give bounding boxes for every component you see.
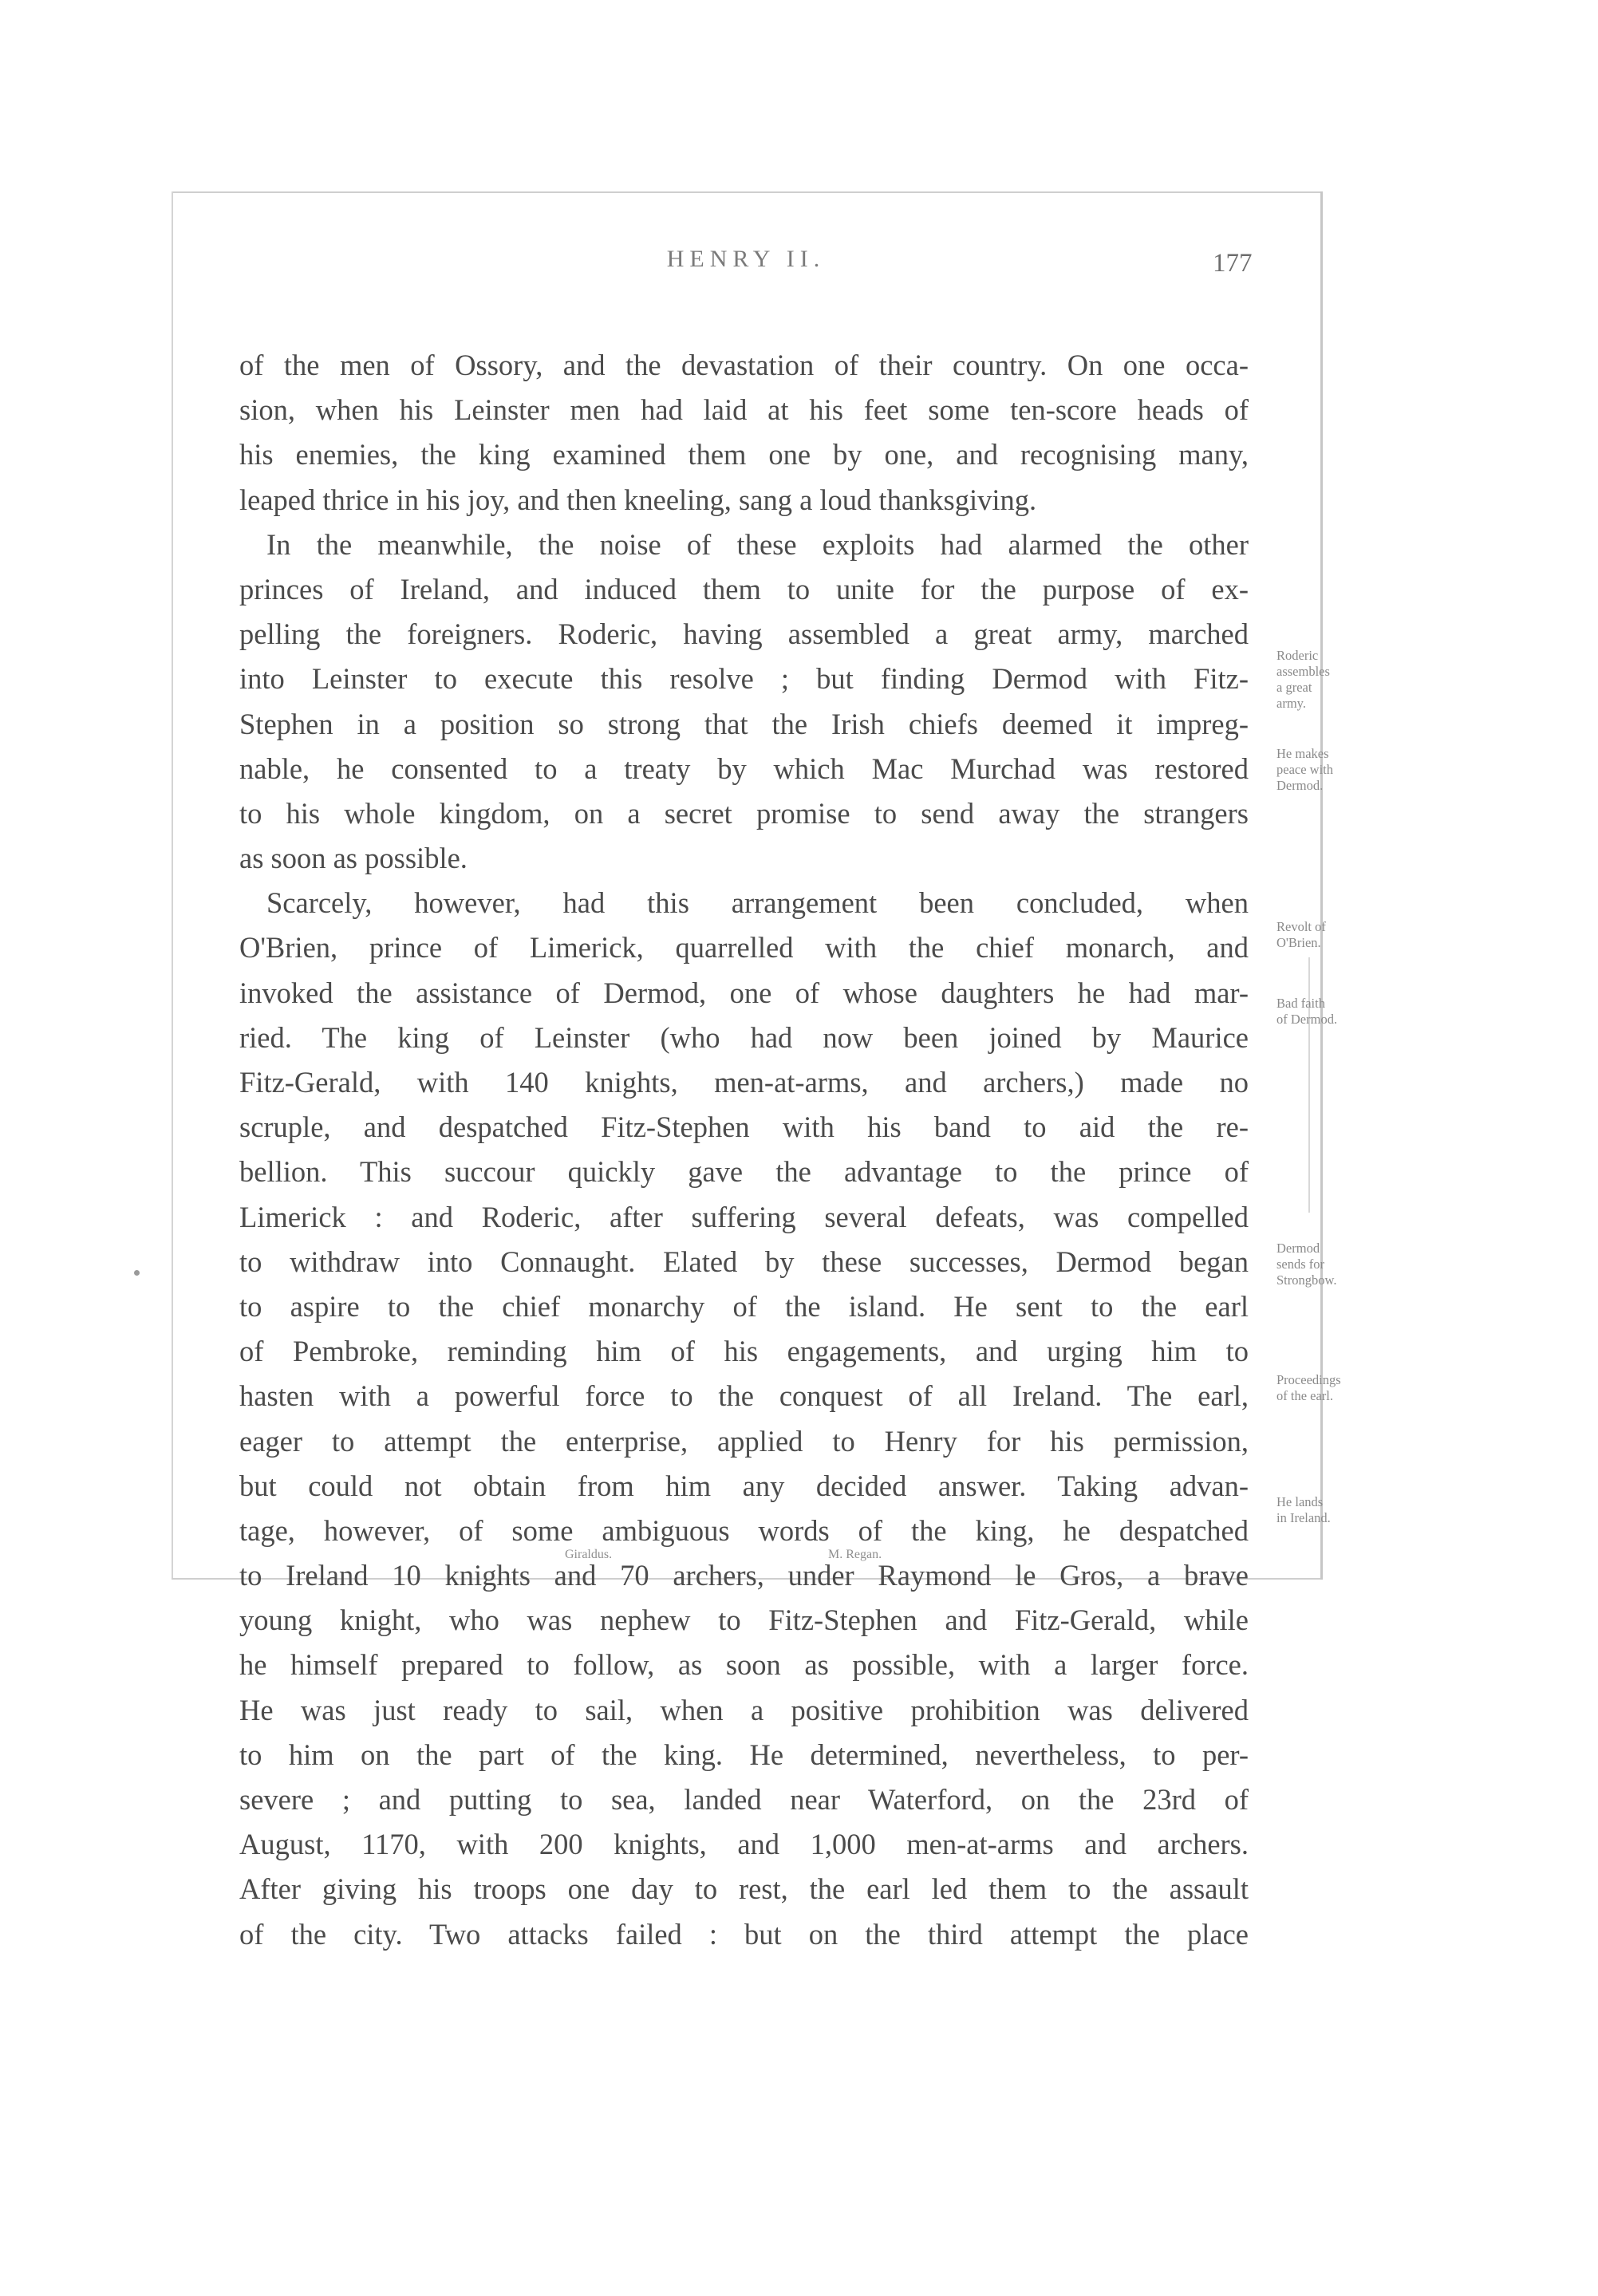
text-line: to aspire to the chief monarchy of the island. He sent to the earl	[239, 1289, 1249, 1323]
margin-note-line: Proceedings	[1276, 1372, 1341, 1387]
margin-note-line: Strongbow.	[1276, 1272, 1337, 1288]
text-line: as soon as possible.	[239, 842, 468, 875]
margin-note-line: in Ireland.	[1276, 1510, 1331, 1525]
text-line: to his whole kingdom, on a secret promise to send away the strangers	[239, 796, 1249, 830]
text-line: pelling the foreigners. Roderic, having assembled a great army, marched	[239, 617, 1249, 651]
text-line: Limerick : and Roderic, after suffering several defeats, was compelled	[239, 1200, 1249, 1233]
text-line: his enemies, the king examined them one by one, and recognising many,	[239, 438, 1249, 471]
margin-note-line: He makes	[1276, 746, 1329, 761]
text-line: leaped thrice in his joy, and then kneeling, sang a loud thanksgiving.	[239, 483, 1037, 516]
margin-note-line: assembles	[1276, 664, 1330, 679]
text-line: but could not obtain from him any decided answer. Taking advan-	[239, 1469, 1249, 1502]
text-line: He was just ready to sail, when a positive prohibition was delivered	[239, 1693, 1249, 1726]
text-line: of the men of Ossory, and the devastation of their country. On one occa-	[239, 349, 1249, 381]
margin-note-bad-faith	[1276, 996, 1432, 1028]
margin-note-line: a great	[1276, 680, 1312, 695]
text-line: Fitz-Gerald, with 140 knights, men-at-arms, and archers,) made no	[239, 1066, 1249, 1099]
margin-note-line: sends for	[1276, 1256, 1325, 1272]
text-line: severe ; and putting to sea, landed near Waterford, on the 23rd of	[239, 1783, 1249, 1816]
page-frame-right	[1320, 191, 1323, 1580]
margin-note-proceedings	[1276, 1372, 1432, 1404]
page-frame-top	[172, 191, 1320, 193]
margin-note-line: O'Brien.	[1276, 935, 1321, 950]
margin-note-line: of the earl.	[1276, 1388, 1334, 1403]
margin-note-line: of Dermod.	[1276, 1012, 1338, 1027]
text-line: sion, when his Leinster men had laid at his feet some ten-score heads of	[239, 393, 1249, 427]
source-note-regan: M. Regan.	[828, 1548, 882, 1561]
text-line: to withdraw into Connaught. Elated by these successes, Dermod began	[239, 1245, 1249, 1278]
source-notes	[239, 1548, 1249, 1572]
margin-note-peace	[1276, 746, 1432, 794]
text-line: of Pembroke, reminding him of his engagements, and urging him to	[239, 1335, 1249, 1368]
page-number: 177	[1213, 249, 1253, 278]
text-line: tage, however, of some ambiguous words of the king, he despatched	[239, 1513, 1249, 1547]
margin-note-line: Bad faith	[1276, 996, 1325, 1011]
text-line: nable, he consented to a treaty by which Mac Murchad was restored	[239, 752, 1249, 785]
text-line: eager to attempt the enterprise, applied to Henry for his permission,	[239, 1424, 1249, 1458]
margin-note-line: Dermod.	[1276, 778, 1324, 793]
margin-note-revolt	[1276, 919, 1432, 951]
text-line: of the city. Two attacks failed : but on the third attempt the place	[239, 1917, 1249, 1951]
text-line: hasten with a powerful force to the conquest of all Ireland. The earl,	[239, 1379, 1249, 1413]
margin-note-line: Dermod	[1276, 1241, 1320, 1256]
text-line: young knight, who was nephew to Fitz-Stephen and Fitz-Gerald, while	[239, 1604, 1249, 1637]
text-line: ried. The king of Leinster (who had now been joined by Maurice	[239, 1020, 1249, 1054]
speck-mark	[134, 1270, 140, 1276]
text-line: scruple, and despatched Fitz-Stephen with his band to aid the re-	[239, 1111, 1249, 1144]
text-line: to Ireland 10 knights and 70 archers, under Raymond le Gros, a brave	[239, 1559, 1249, 1592]
margin-note-line: He lands	[1276, 1494, 1324, 1509]
text-line: Stephen in a position so strong that the Irish chiefs deemed it impreg-	[239, 707, 1249, 740]
running-title: HENRY II.	[666, 246, 826, 272]
running-head	[239, 246, 1261, 294]
margin-note-line: peace with	[1276, 762, 1334, 777]
margin-note-line: Roderic	[1276, 648, 1319, 663]
source-note-giraldus: Giraldus.	[565, 1548, 613, 1561]
margin-note-line: army.	[1276, 696, 1306, 711]
text-line: August, 1170, with 200 knights, and 1,000 men-at-arms and archers.	[239, 1828, 1249, 1861]
body-text	[239, 343, 1249, 1957]
margin-note-lands	[1276, 1494, 1432, 1526]
text-line: Scarcely, however, had this arrangement been concluded, when	[266, 886, 1249, 920]
margin-note-roderic	[1276, 648, 1432, 712]
text-line: to him on the part of the king. He determined, nevertheless, to per-	[239, 1738, 1249, 1771]
text-line: princes of Ireland, and induced them to unite for the purpose of ex-	[239, 572, 1249, 606]
margin-note-line: Revolt of	[1276, 919, 1326, 934]
text-line: bellion. This succour quickly gave the advantage to the prince of	[239, 1155, 1249, 1189]
margin-note-strongbow	[1276, 1241, 1432, 1288]
text-line: O'Brien, prince of Limerick, quarrelled with the chief monarch, and	[239, 931, 1249, 965]
text-line: invoked the assistance of Dermod, one of whose daughters he had mar-	[239, 976, 1249, 1009]
text-line: In the meanwhile, the noise of these exploits had alarmed the other	[266, 527, 1249, 561]
page-frame-left	[172, 191, 173, 1580]
text-line: he himself prepared to follow, as soon as possible, with a larger force.	[239, 1648, 1249, 1682]
text-line: After giving his troops one day to rest, the earl led them to the assault	[239, 1872, 1249, 1906]
text-line: into Leinster to execute this resolve ; but finding Dermod with Fitz-	[239, 662, 1249, 696]
